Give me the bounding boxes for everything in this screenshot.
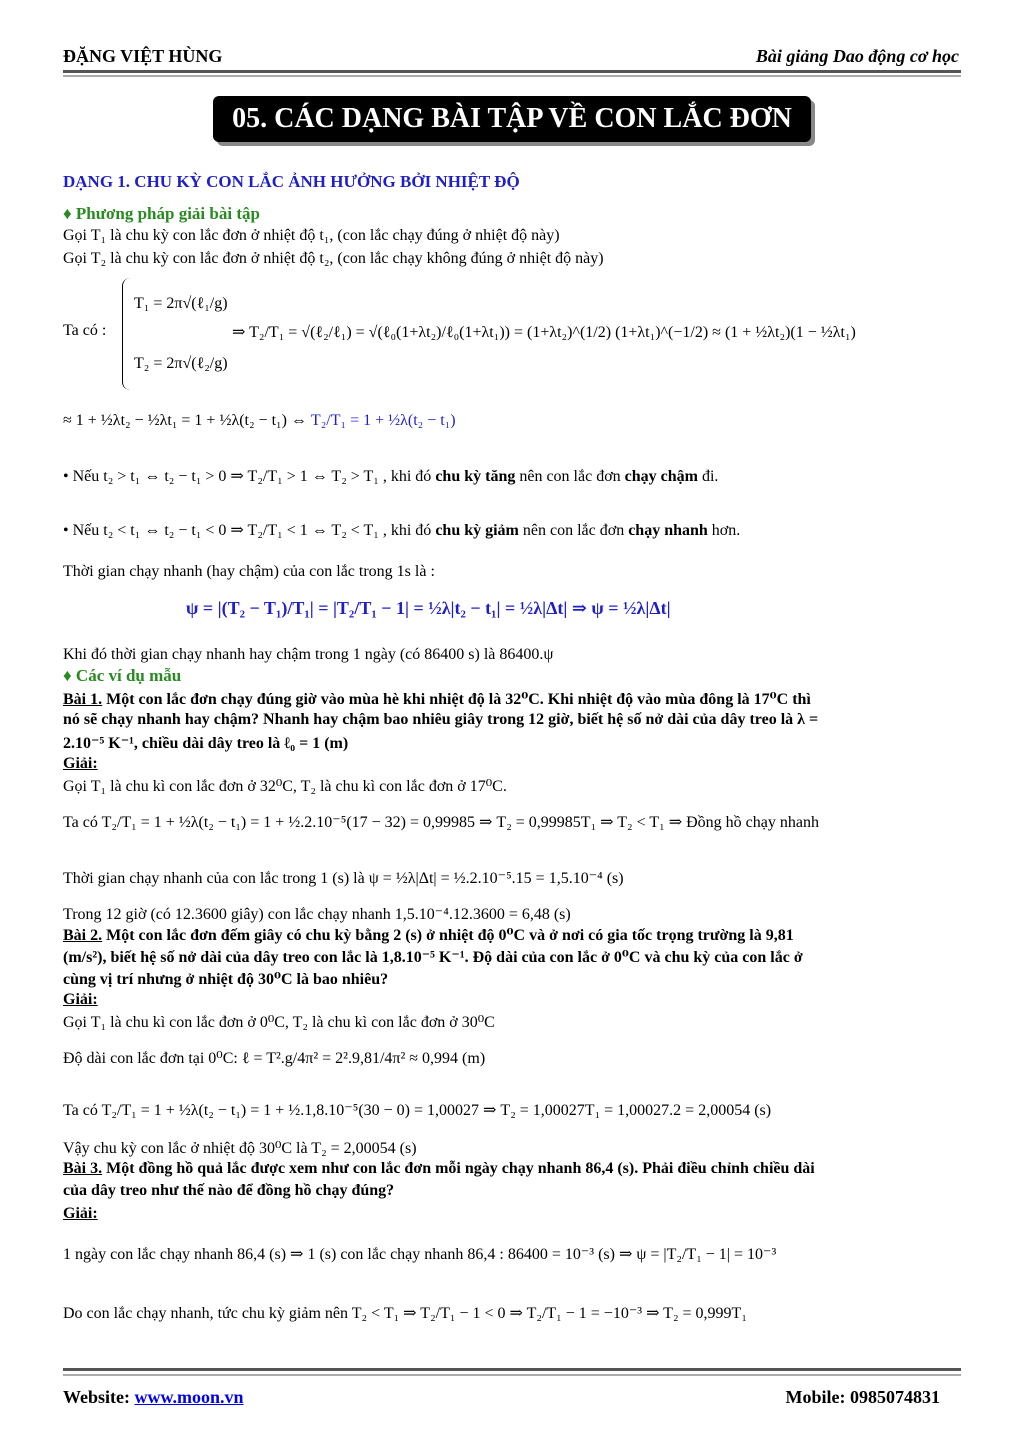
ex1-s1: Gọi T₁ là chu kì con lắc đơn ở 32⁰C, T₂ là chu kì con lắc đơn ở 17⁰C. xyxy=(63,778,507,795)
ex1-question-line1 xyxy=(63,689,811,709)
ex3-s2: Do con lắc chạy nhanh, tức chu kỳ giảm nên T₂ < T₁ ⇒ T₂/T₁ − 1 < 0 ⇒ T₂/T₁ − 1 = −10⁻³ ⇒ T₂ = 0,999T₁ xyxy=(63,1305,747,1322)
case-increase xyxy=(63,466,718,486)
method-heading: ♦ Phương pháp giải bài tập xyxy=(63,204,260,223)
ex2-q2: (m/s²), biết hệ số nở dài của dây treo con lắc là 1,8.10⁻⁵ K⁻¹. Độ dài của con lắc ở 0⁰C và chu kỳ của con lắc ở xyxy=(63,949,803,966)
system-brace xyxy=(122,278,131,390)
ex2-s3: Ta có T₂/T₁ = 1 + ½λ(t₂ − t₁) = 1 + ½.1,8.10⁻⁵(30 − 0) = 1,00027 ⇒ T₂ = 1,00027T₁ = 1,00027.2 = 2,00054 (s) xyxy=(63,1102,772,1119)
ex3-q1: Một đồng hồ quả lắc được xem như con lắc đơn mỗi ngày chạy nhanh 86,4 (s). Phải điều chỉnh chiều dài xyxy=(106,1160,815,1177)
method-line-2: Gọi T₂ là chu kỳ con lắc đơn ở nhiệt độ t₂, (con lắc chạy không đúng ở nhiệt độ này) xyxy=(63,250,604,267)
section-heading: DẠNG 1. CHU KỲ CON LẮC ẢNH HƯỞNG BỞI NHIỆT ĐỘ xyxy=(63,172,520,191)
footer-mobile: Mobile: 0985074831 xyxy=(785,1387,940,1407)
page-title: 05. CÁC DẠNG BÀI TẬP VỀ CON LẮC ĐƠN xyxy=(213,96,811,142)
ex1-label: Bài 1. xyxy=(63,691,103,708)
ex3-s1: 1 ngày con lắc chạy nhanh 86,4 (s) ⇒ 1 (s) con lắc chạy nhanh 86,4 : 86400 = 10⁻³ (s) ⇒ ψ = |T₂/T₁ − 1| = 10⁻³ xyxy=(63,1246,777,1263)
eq-approx-left: ≈ 1 + ½λt₂ − ½λt₁ = 1 + ½λ(t₂ − t₁) ⇔ xyxy=(63,412,307,429)
ex3-solution-label: Giải: xyxy=(63,1205,98,1222)
header-author: ĐẶNG VIỆT HÙNG xyxy=(63,46,223,66)
ex1-solution-label: Giải: xyxy=(63,755,98,772)
header-course: Bài giảng Dao động cơ học xyxy=(755,46,959,66)
footer-divider xyxy=(63,1368,961,1371)
examples-heading: ♦ Các ví dụ mẫu xyxy=(63,666,182,685)
ex3-label: Bài 3. xyxy=(63,1160,103,1177)
ex2-solution-label: Giải: xyxy=(63,991,98,1008)
case1-end: đi. xyxy=(701,468,719,485)
case1-bold1: chu kỳ tăng xyxy=(435,468,516,485)
header-divider xyxy=(63,70,961,73)
case2-condition: • Nếu t₂ < t₁ ⇔ t₂ − t₁ < 0 ⇒ T₂/T₁ < 1 ⇔ T₂ < T₁ , khi đó xyxy=(63,522,432,539)
ex3-q2: của dây treo như thế nào để đồng hồ chạy đúng? xyxy=(63,1182,395,1199)
eq-approx-result: T₂/T₁ = 1 + ½λ(t₂ − t₁) xyxy=(310,412,456,429)
eq-t1: T₁ = 2π√(ℓ₁/g) xyxy=(134,295,228,312)
ex2-label: Bài 2. xyxy=(63,927,103,944)
case2-bold1: chu kỳ giảm xyxy=(435,522,519,539)
ex1-q2: nó sẽ chạy nhanh hay chậm? Nhanh hay chậm bao nhiêu giây trong 12 giờ, biết hệ số nở dài của dây treo là λ = xyxy=(63,711,819,728)
taco-label: Ta có : xyxy=(63,322,107,339)
case-decrease xyxy=(63,520,740,540)
ex1-s3: Thời gian chạy nhanh của con lắc trong 1 (s) là ψ = ½λ|Δt| = ½.2.10⁻⁵.15 = 1,5.10⁻⁴ (s) xyxy=(63,870,624,887)
ex1-q1: Một con lắc đơn chạy đúng giờ vào mùa hè khi nhiệt độ là 32⁰C. Khi nhiệt độ vào mùa đông là 17⁰C thì xyxy=(106,691,811,708)
psi-formula: ψ = |(T₂ − T₁)/T₁| = |T₂/T₁ − 1| = ½λ|t₂ − t₁| = ½λ|Δt| ⇒ ψ = ½λ|Δt| xyxy=(186,598,671,618)
time-line: Thời gian chạy nhanh (hay chậm) của con lắc trong 1s là : xyxy=(63,563,435,580)
ex2-s1: Gọi T₁ là chu kì con lắc đơn ở 0⁰C, T₂ là chu kì con lắc đơn ở 30⁰C xyxy=(63,1014,495,1031)
ex2-q3: cùng vị trí nhưng ở nhiệt độ 30⁰C là bao nhiêu? xyxy=(63,971,389,988)
ex2-q1: Một con lắc đơn đếm giây có chu kỳ bằng 2 (s) ở nhiệt độ 0⁰C và ở nơi có gia tốc trọng trường là 9,81 xyxy=(106,927,794,944)
method-line-1: Gọi T₁ là chu kỳ con lắc đơn ở nhiệt độ t₁, (con lắc chạy đúng ở nhiệt độ này) xyxy=(63,227,560,244)
ex2-question-line1 xyxy=(63,925,794,945)
case1-bold2: chạy chậm xyxy=(624,468,698,485)
ex1-s2: Ta có T₂/T₁ = 1 + ½λ(t₂ − t₁) = 1 + ½.2.10⁻⁵(17 − 32) = 0,99985 ⇒ T₂ = 0,99985T₁ ⇒ T₂ < T₁ ⇒ Đồng hồ chạy nhanh xyxy=(63,814,819,831)
case1-mid: nên con lắc đơn xyxy=(519,468,621,485)
ex3-question-line1 xyxy=(63,1160,815,1178)
ex2-s4: Vậy chu kỳ con lắc ở nhiệt độ 30⁰C là T₂ = 2,00054 (s) xyxy=(63,1140,417,1157)
eq-t2: T₂ = 2π√(ℓ₂/g) xyxy=(134,355,228,372)
ex2-s2: Độ dài con lắc đơn tại 0⁰C: ℓ = T².g/4π² = 2².9,81/4π² ≈ 0,994 (m) xyxy=(63,1050,486,1067)
eq-approx xyxy=(63,412,456,430)
footer-divider-light xyxy=(63,1374,961,1376)
case2-bold2: chạy nhanh xyxy=(628,522,708,539)
website-label: Website: xyxy=(63,1387,130,1407)
eq-main: ⇒ T₂/T₁ = √(ℓ₂/ℓ₁) = √(ℓ₀(1+λt₂)/ℓ₀(1+λt₁)) = (1+λt₂)^(1/2) (1+λt₁)^(−1/2) ≈ (1 + ½λt₂)(1 − ½λt₁) xyxy=(232,324,856,341)
website-link[interactable]: www.moon.vn xyxy=(134,1387,244,1407)
ex1-s4: Trong 12 giờ (có 12.3600 giây) con lắc chạy nhanh 1,5.10⁻⁴.12.3600 = 6,48 (s) xyxy=(63,906,571,923)
day-line: Khi đó thời gian chạy nhanh hay chậm trong 1 ngày (có 86400 s) là 86400.ψ xyxy=(63,646,554,663)
case2-end: hơn. xyxy=(711,522,741,539)
ex1-q3: 2.10⁻⁵ K⁻¹, chiều dài dây treo là ℓ₀ = 1 (m) xyxy=(63,735,349,752)
header-divider-light xyxy=(63,75,961,77)
case2-mid: nên con lắc đơn xyxy=(522,522,625,539)
case1-condition: • Nếu t₂ > t₁ ⇔ t₂ − t₁ > 0 ⇒ T₂/T₁ > 1 ⇔ T₂ > T₁ , khi đó xyxy=(63,468,432,485)
footer-website xyxy=(63,1387,244,1408)
